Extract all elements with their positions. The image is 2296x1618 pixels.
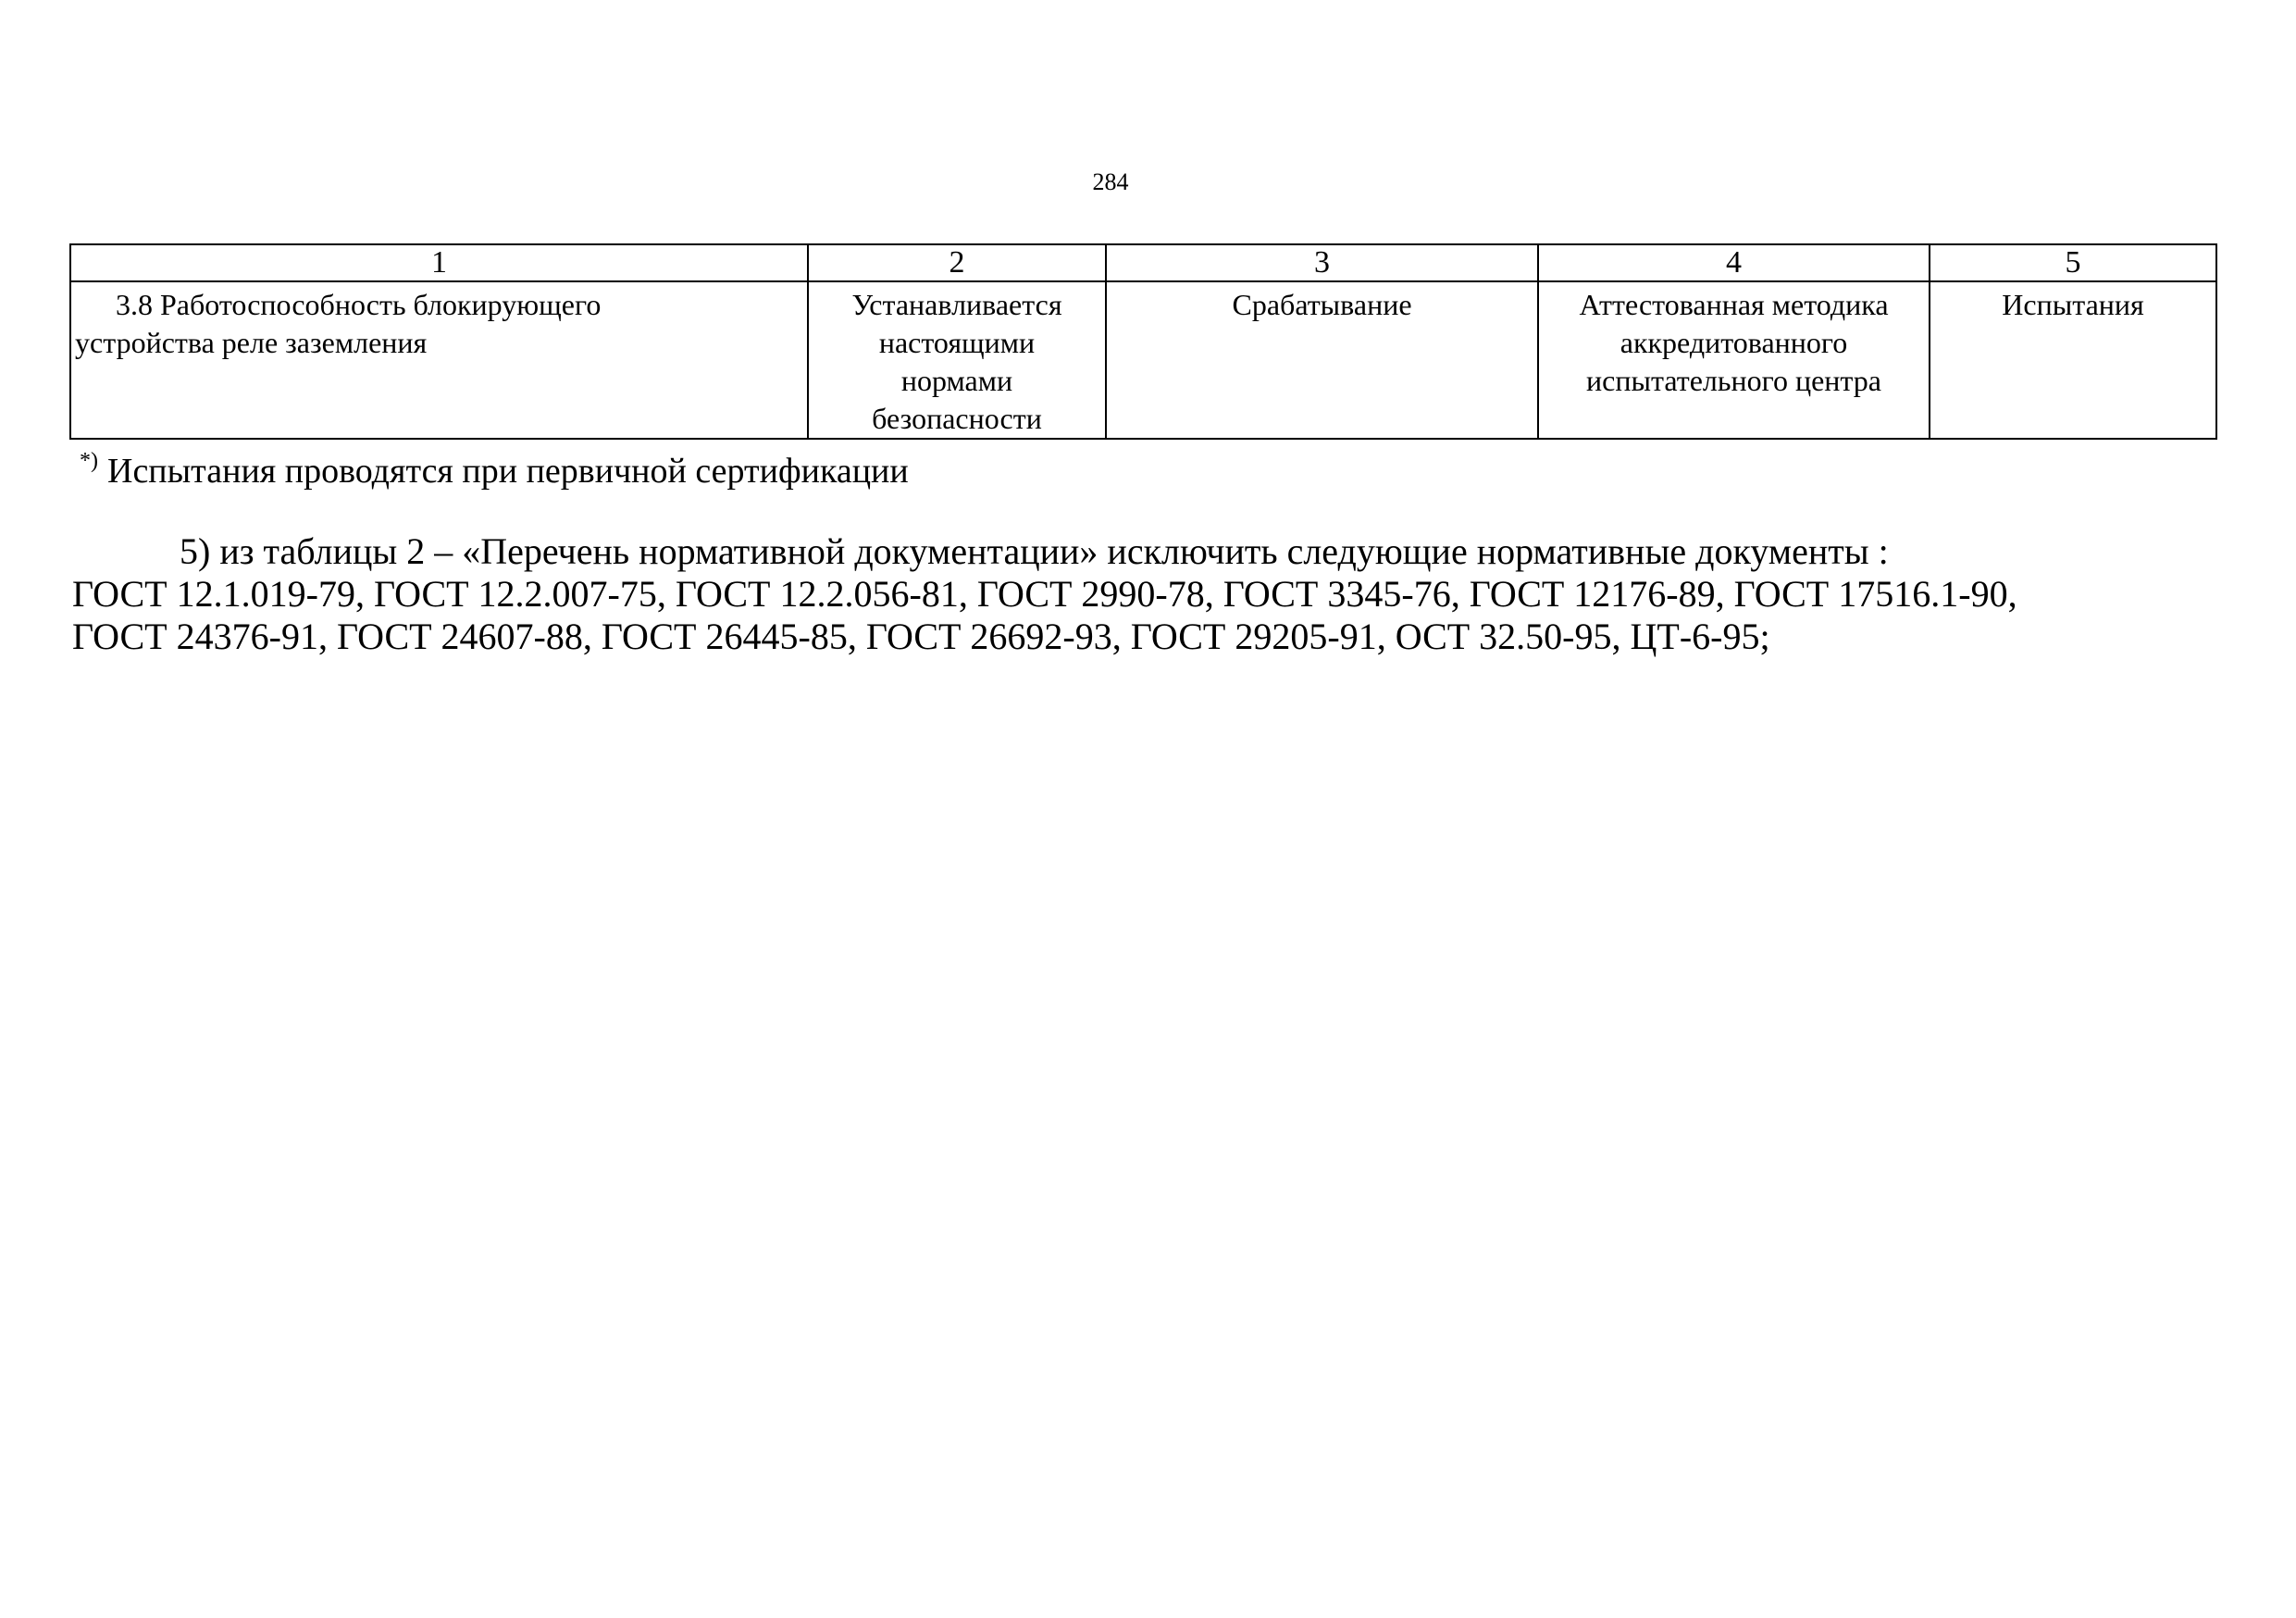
verification-type-cell	[1930, 281, 2216, 439]
test-method-cell	[1538, 281, 1930, 439]
verification-type-line: Испытания	[2002, 288, 2144, 321]
footnote-marker: *)	[80, 449, 98, 473]
requirement-source-line: Устанавливается	[851, 288, 1062, 321]
amendment-line: ГОСТ 24376-91, ГОСТ 24607-88, ГОСТ 26445-85, ГОСТ 26692-93, ГОСТ 29205-91, ОСТ 32.50-95, ЦТ-6-95;	[72, 616, 1770, 657]
table-header-row	[70, 244, 2216, 281]
test-method-line: аккредитованного	[1620, 326, 1848, 359]
table-row	[70, 281, 2216, 439]
column-number-1: 1	[70, 244, 808, 281]
requirement-name-line: 3.8 Работоспособность блокирующего	[116, 288, 602, 321]
test-method-line: Аттестованная методика	[1579, 288, 1889, 321]
check-parameter-line: Срабатывание	[1232, 288, 1412, 321]
requirements-table	[69, 243, 2217, 440]
requirement-source-line: безопасности	[872, 402, 1042, 435]
page-number: 284	[1092, 168, 1129, 195]
check-parameter-cell	[1106, 281, 1538, 439]
column-number-4: 4	[1538, 244, 1930, 281]
table-footnote	[80, 440, 909, 492]
column-number-3: 3	[1106, 244, 1538, 281]
footnote-text: Испытания проводятся при первичной сертификации	[107, 452, 909, 491]
amendment-line: ГОСТ 12.1.019-79, ГОСТ 12.2.007-75, ГОСТ 12.2.056-81, ГОСТ 2990-78, ГОСТ 3345-76, ГОСТ 12176-89, ГОСТ 17516.1-90,	[72, 573, 2017, 615]
amendment-paragraph	[72, 530, 2219, 658]
requirement-name-line: устройства реле заземления	[75, 326, 428, 359]
requirement-name-cell	[70, 281, 808, 439]
test-method-line: испытательного центра	[1586, 364, 1881, 397]
column-number-5: 5	[1930, 244, 2216, 281]
requirement-source-line: настоящими	[878, 326, 1036, 359]
amendment-line: 5) из таблицы 2 – «Перечень нормативной документации» исключить следующие нормативные документы :	[180, 530, 1889, 572]
requirement-source-line: нормами	[900, 364, 1013, 397]
requirement-source-cell	[808, 281, 1106, 439]
column-number-2: 2	[808, 244, 1106, 281]
